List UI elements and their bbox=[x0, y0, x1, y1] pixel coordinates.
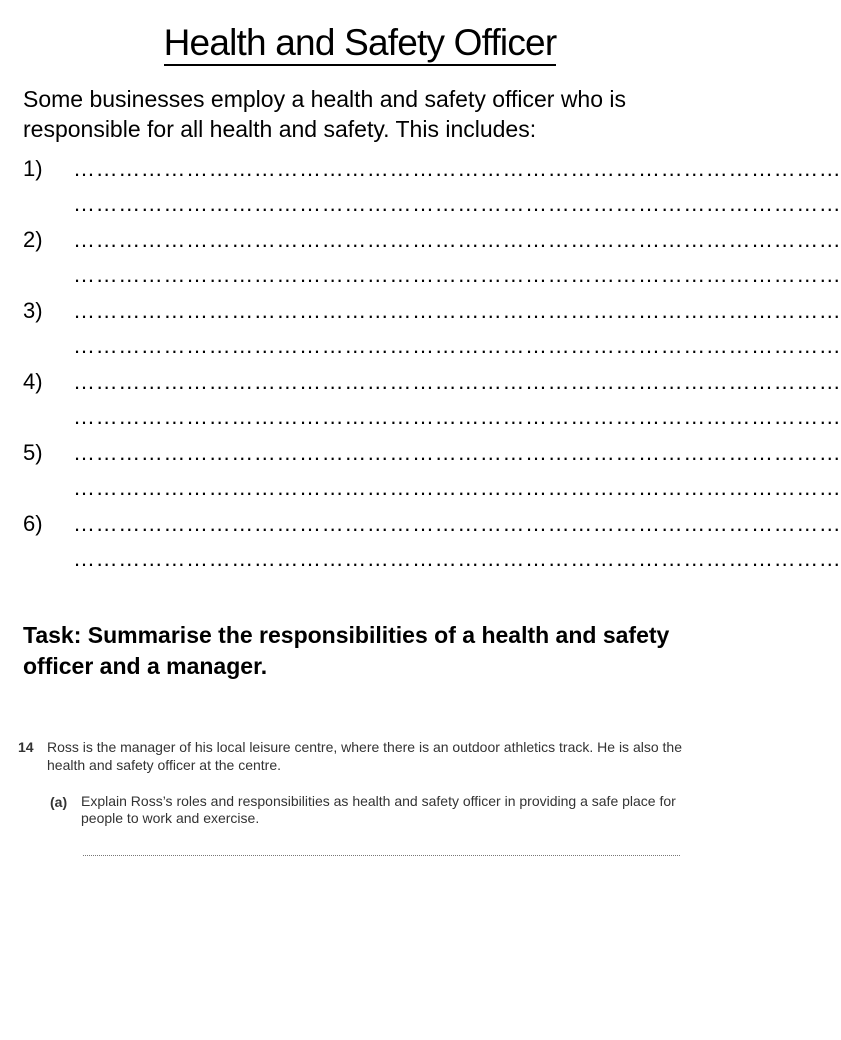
answer-line[interactable]: ………………………………………………………………………………………… bbox=[73, 475, 841, 500]
question-text: Ross is the manager of his local leisure centre, where there is an outdoor athletics track. He is also the health and safety officer at the centre. bbox=[47, 739, 682, 773]
answer-line[interactable]: ………………………………………………………………………………………… bbox=[73, 262, 841, 287]
sub-question-label: (a) bbox=[50, 794, 68, 810]
page-title bbox=[0, 20, 720, 66]
answer-line[interactable]: ………………………………………………………………………………………… bbox=[73, 546, 841, 571]
answer-line[interactable]: ………………………………………………………………………………………… bbox=[73, 156, 841, 181]
list-item bbox=[23, 509, 841, 580]
list-item bbox=[23, 438, 841, 509]
intro-paragraph: Some businesses employ a health and safety officer who is responsible for all health and safety. This includes: bbox=[23, 86, 627, 142]
list-item-number: 1) bbox=[23, 156, 43, 181]
list-item bbox=[23, 154, 841, 225]
answer-line[interactable]: ………………………………………………………………………………………… bbox=[73, 333, 841, 358]
task-instruction: Task: Summarise the responsibilities of a health and safety officer and a manager. bbox=[23, 622, 670, 679]
answer-line[interactable]: ………………………………………………………………………………………… bbox=[73, 511, 841, 536]
list-item bbox=[23, 225, 841, 296]
answer-line[interactable]: ………………………………………………………………………………………… bbox=[73, 369, 841, 394]
list-item bbox=[23, 296, 841, 367]
answer-line[interactable]: ………………………………………………………………………………………… bbox=[73, 404, 841, 429]
list-item bbox=[23, 367, 841, 438]
sub-question-text: Explain Ross’s roles and responsibilities as health and safety officer in providing a safe place for people to work and exercise. bbox=[81, 793, 676, 826]
responsibility-list bbox=[23, 154, 841, 580]
exam-answer-line[interactable] bbox=[83, 855, 680, 856]
list-item-number: 3) bbox=[23, 298, 43, 323]
question-number: 14 bbox=[18, 739, 34, 755]
list-item-number: 6) bbox=[23, 511, 43, 536]
answer-line[interactable]: ………………………………………………………………………………………… bbox=[73, 298, 841, 323]
answer-line[interactable]: ………………………………………………………………………………………… bbox=[73, 440, 841, 465]
page-title-text: Health and Safety Officer bbox=[164, 22, 557, 66]
list-item-number: 4) bbox=[23, 369, 43, 394]
list-item-number: 5) bbox=[23, 440, 43, 465]
list-item-number: 2) bbox=[23, 227, 43, 252]
answer-line[interactable]: ………………………………………………………………………………………… bbox=[73, 191, 841, 216]
answer-line[interactable]: ………………………………………………………………………………………… bbox=[73, 227, 841, 252]
